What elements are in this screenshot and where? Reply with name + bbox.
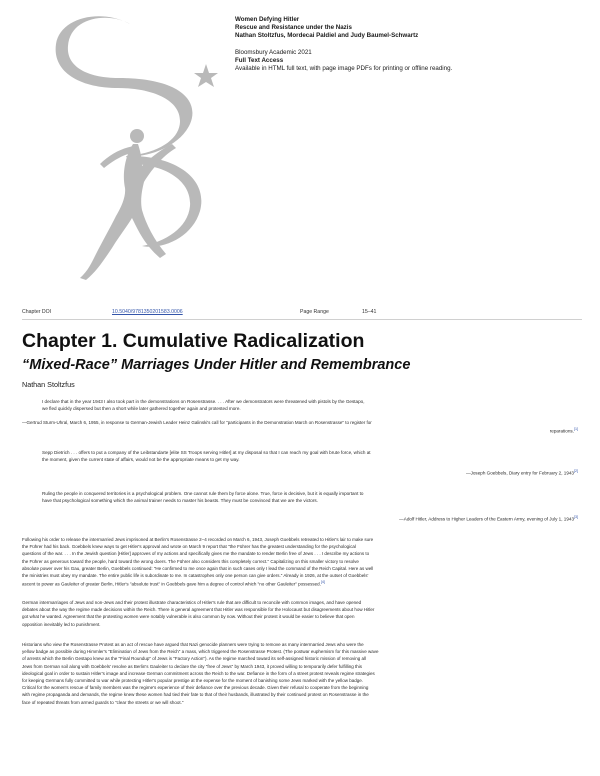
doi-label: Chapter DOI (22, 309, 52, 315)
paragraph-text: ascent to power as Gauleiter of greater Berlin, Hitler's "absolute trust" in Goebbels gave him a degree of control which "no other Gauleiter" possessed. (22, 581, 321, 587)
epigraph-source (466, 468, 578, 477)
chapter-title: Chapter 1. Cumulative Radicalization (22, 330, 365, 352)
paragraph-line: ideological goal in order to sustain Hitler's image and increase German commitment across the Reich to the war. Defiance in the form of a street protest reveals regime strategies (22, 670, 375, 676)
page-range-value: 15–41 (362, 309, 377, 315)
book-publisher: Bloomsbury Academic 2021 (235, 48, 312, 56)
epigraph-source-end (550, 426, 578, 435)
epigraph-source (22, 419, 580, 426)
footnote-link[interactable]: [4] (320, 580, 325, 585)
body-paragraph (22, 641, 580, 706)
source-text: —Gertrud Sturm-Uhral, March 6, 1955, in response to German-Jewish Leader Heinz Galinski's call for "participants in the Demonstration March on Rosenstrasse" to register for (22, 420, 372, 425)
footnote-link[interactable]: [1] (574, 427, 578, 431)
publisher-logo (30, 6, 235, 296)
quote-line: the moment, given the current state of affairs, would not be the appropriate means to get my way. (42, 457, 240, 463)
paragraph-line: yellow badge as possible during Himmler's "Elimination of Jews from the Reich" a mass, which triggered the Rosenstrasse Protest. (The postwar euphemism for this massive wave (22, 649, 379, 655)
paragraph-line: of arrests which the Berlin Gestapo knew as the "Final Roundup" of Jews is "Factory Action"). As the regime marched toward its self-assigned historic mission of removing all (22, 656, 367, 662)
book-authors: Nathan Stoltzfus, Mordecai Paldiel and Judy Baumel-Schwartz (235, 32, 419, 40)
body-paragraph (22, 536, 580, 588)
epigraph-quote (42, 449, 578, 463)
quote-line: Ruling the people in conquered territories is a psychological problem. One cannot rule them by force alone. True, force is decisive, but it is equally important to (42, 491, 364, 496)
paragraph-line: questions of the war. . . . In the Jewish question [Hitler] approves of my actions and specifically gives me the mandate to render Berlin free of Jews . . . I describe my actions to (22, 551, 370, 557)
paragraph-line: with regime propaganda and demands, the regime knew these women had tied their fate to that of their husbands, illustrated by their continued protest on Rosenstrasse in the (22, 692, 369, 698)
page-range-label: Page Range (300, 309, 329, 315)
divider (22, 319, 582, 320)
epigraph-source (399, 514, 578, 523)
source-text: —Adolf Hitler, Address to Higher Leaders of the Eastern Army, evening of July 1, 1943 (399, 516, 574, 522)
source-text: reparations. (549, 428, 574, 434)
paragraph-line (22, 579, 580, 588)
paragraph-line: Historians who view the Rosenstrasse Protest as an act of rescue have argued that Nazi genocide planners were trying to remove as many intermarried Jews who were the (22, 642, 364, 647)
paragraph-line: got what he wanted. Agreement that the protesting women were notably vulnerable is also common by now. Without their protest it would be easier to believe that open (22, 614, 355, 620)
epigraph-quote (42, 398, 578, 412)
paragraph-line: absolute power over his Gau, greater Berlin, Goebbels continued: "He confirmed to me once again that in such cases only I lead the command of the Reich Capital. Here as well (22, 565, 374, 571)
paragraph-line: Critical for the women's rescue of family members was the regime's experience of their defiance over the previous decade. Given their refusal to cooperate from the beginning (22, 685, 369, 691)
paragraph-line: the Führer had his back. Goebbels knew ways to get Hitler's approval and wrote on March 9 report that "the Führer has the greatest understanding for the psychological (22, 544, 356, 550)
paragraph-line: face of repeated threats from armed guards to "clear the streets or we will shoot." (22, 699, 184, 705)
quote-line: have that psychological something which the animal trainer needs to master his beasts. They must be convinced that we are the victors. (42, 498, 318, 504)
source-text: —Joseph Goebbels, Diary entry for February 2, 1943 (465, 470, 574, 476)
doi-link[interactable]: 10.5040/9781350201583.0006 (112, 309, 183, 315)
footnote-link[interactable]: [2] (574, 469, 578, 473)
book-subtitle: Rescue and Resistance under the Nazis (235, 24, 352, 32)
paragraph-line: opposition inevitably led to punishment. (22, 621, 101, 627)
book-title: Women Defying Hitler (235, 16, 300, 23)
paragraph-line: Jews from German soil along with Goebbels' resolve as Berlin's Gauleiter to declare the city "free of Jews" by March 1943, it proved willing to temporarily defer fulfilling this (22, 663, 363, 669)
paragraph-line: German intermarriages of Jews and non-Jews and their protest illustrate characteristics of Hitler's rule that are difficult to reconcile with common images, and have opened (22, 600, 362, 605)
epigraph-quote (42, 490, 578, 504)
footnote-link[interactable]: [3] (574, 515, 578, 519)
quote-line: we fled quickly dispersed but then a short while later gathered together again and protested more. (42, 406, 241, 412)
chapter-subtitle: “Mixed-Race” Marriages Under Hitler and Remembrance (22, 357, 411, 373)
paragraph-line: for keeping Germans fully committed to war while protecting Hitler's popular prestige at the expense for the moment of banishing some Jews marked with the yellow badge. (22, 678, 364, 684)
quote-line: I declare that in the year 1943 I also took part in the demonstrations on Rosenstrasse. . . . After we demonstrators were threatened with pistols by the Gestapo, (42, 399, 365, 404)
quote-line: Sepp Dietrich . . . offers to put a company of the Leibstandarte [elite SS Troops serving Hitler] at my disposal so that I can reach my goal with brute force, which at (42, 450, 371, 455)
access-label: Full Text Access (235, 56, 284, 64)
paragraph-line: Following his order to release the intermarried Jews imprisoned at Berlin's Rosenstrasse 2–4 recorded on March 6, 1943, Joseph Goebbels retreated to Hitler's lair to make sure (22, 537, 374, 542)
book-metadata (235, 16, 590, 73)
paragraph-line: debates about the way the regime made decisions within the Reich. There is general agreement that Hitler was responsible for the Holocaust but disagreements about how Hitler (22, 607, 375, 613)
paragraph-line: the ministries must obey my mandate. The entire public life is subordinate to me. In catastrophes only one person can give orders." Already in 1926, at the outset of Goebbels' (22, 573, 369, 579)
body-paragraph (22, 599, 580, 628)
chapter-author: Nathan Stoltzfus (22, 380, 75, 389)
paragraph-line: the Führer as generous toward the people, hard toward the wrong doers. The Führer also considers this completely correct." Capitalizing on this smaller victory to resolve (22, 558, 359, 564)
availability-note: Available in HTML full text, with page image PDFs for printing or offline reading. (235, 65, 453, 73)
